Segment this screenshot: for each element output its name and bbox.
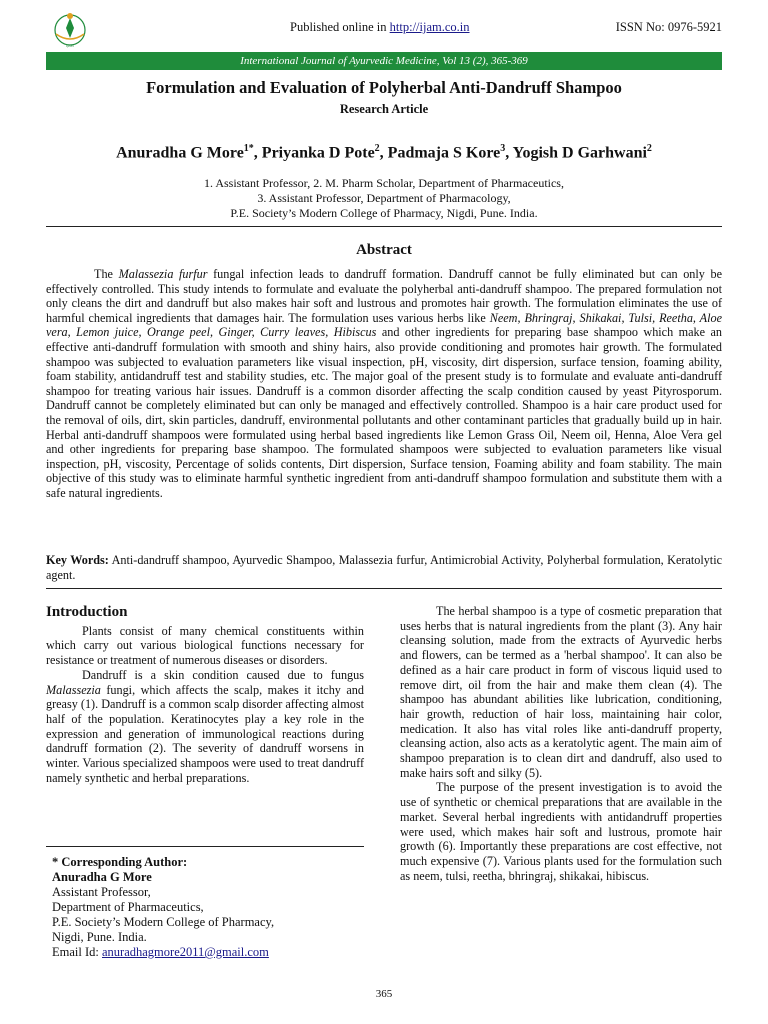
affiliation-line: 1. Assistant Professor, 2. M. Pharm Scholar, Department of Pharmaceutics,: [204, 176, 564, 190]
abstract-body: [46, 267, 722, 501]
corresponding-author-box: [46, 846, 364, 960]
paragraph-text: fungi, which affects the scalp, makes it itchy and greasy (1). Dandruff is a common scalp disorder affecting almost half of the population. Keratinocytes play a key role in the expression and generation of immunological reactions during dandruff formation (2). The severity of dandruff worsens in winter. Various specialized shampoos were used to treat dandruff namely synthetic and herbal preparations.: [46, 682, 364, 785]
article-type: Research Article: [339, 102, 429, 116]
corresponding-line: Assistant Professor,: [52, 885, 151, 899]
author-sup: 1*: [243, 143, 254, 154]
keywords-text: Anti-dandruff shampoo, Ayurvedic Shampoo, Malassezia furfur, Antimicrobial Activity, Polyherbal formulation, Keratolytic agent.: [46, 553, 722, 582]
divider: [46, 226, 722, 227]
corresponding-line: Nigdi, Pune. India.: [52, 930, 147, 944]
author-name: Padmaja S Kore: [387, 144, 501, 162]
paragraph: Plants consist of many chemical constituents within which carry out various biological functions necessary for resistance or treatment of numerous diseases or disorders.: [46, 623, 364, 668]
email-label: Email Id:: [52, 945, 102, 959]
corresponding-heading: * Corresponding Author:: [52, 855, 188, 869]
abstract-italic: Malassezia furfur: [118, 267, 208, 281]
keywords: [46, 553, 722, 582]
introduction-heading: Introduction: [46, 604, 128, 620]
left-column: [46, 605, 364, 785]
email-link[interactable]: anuradhagmore2011@gmail.com: [102, 945, 269, 959]
author-sup: 3: [500, 143, 506, 154]
keywords-label: Key Words:: [46, 553, 109, 567]
paragraph-text: Dandruff is a skin condition caused due to fungus: [82, 667, 364, 682]
journal-url-link[interactable]: http://ijam.co.in: [389, 20, 470, 34]
paragraph: The herbal shampoo is a type of cosmetic preparation that uses herbs that is natural ingredients from the plant (3). Any hair cleansing solution, made from the extracts of Ayurvedic herbs and flowers, can be termed as a 'herbal shampoo'. It can also be defined as a hair care product in form of viscous liquid used to remove dirt, oil from the hair and make them clean (4). The shampoo has abundant abilities like lubrication, conditioning, hair growth, reduction of hair loss, maintaining hair color, medication. It also has vital roles like anti-dandruff property, cleansing action, also acts as a keratolytic agent. The main aim of shampoo preparation is to clean dirt and dandruff, also used to make hairs soft and silky (5).: [400, 604, 722, 780]
article-title: Formulation and Evaluation of Polyherbal Anti-Dandruff Shampoo: [146, 78, 622, 97]
paragraph: [46, 668, 364, 786]
paragraph-italic: Malassezia: [46, 682, 101, 697]
corresponding-line: P.E. Society’s Modern College of Pharmacy,: [52, 915, 275, 929]
abstract-text: and other ingredients for preparing base shampoo which make an effective anti-dandruff formulation with smooth and shiny hairs, also provide conditioning and promotes hair growth. The formulated shampoo was subjected to evaluation parameters like visual inspection, pH, viscosity, dirt dispersion, surface tension, foaming ability, foam stability, antidandruff test and stability studies, etc. The major goal of the present study is to formulate and evaluate anti-dandruff shampoo for treating various hair issues. Dandruff is a common disorder affecting the scalp condition caused by yeast Pityrosporum. Dandruff cannot be completely eliminated but can only be managed and effectively controlled. Shampoo is a hair care product used for the removal of oils, dirt, skin particles, dandruff, environmental pollutants and other contaminant particles that gradually build up in hair. Herbal anti-dandruff shampoos were formulated using herbal based ingredients like Lemon Grass Oil, Neem oil, Henna, Aloe Vera gel and other ingredients for preparing base shampoo. The formulated shampoos were subjected to evaluation parameters like visual inspection, pH, viscosity, Percentage of solids contents, Dirt dispersion, Surface tension, Foaming ability and foam stability. The main objective of this study was to eliminate harmful synthetic ingredient from anti-dandruff shampoo formulation and substitute them with a safe natural ingredients.: [46, 325, 722, 500]
page-number: 365: [375, 988, 393, 1000]
affiliations: [0, 176, 768, 221]
author-name: Yogish D Garhwani: [512, 144, 647, 162]
published-label: Published online in: [290, 20, 390, 34]
author-name: Priyanka D Pote: [261, 144, 375, 162]
journal-banner: International Journal of Ayurvedic Medicine, Vol 13 (2), 365-369: [46, 52, 722, 70]
issn-number: ISSN No: 0976-5921: [615, 20, 722, 34]
corresponding-name: Anuradha G More: [52, 870, 152, 884]
abstract-italic: Neem, Bhringraj, Shikakai, Tulsi, Reetha, Aloe vera, Lemon juice, Orange peel, Ginger, Curry leaves, Hibiscus: [46, 310, 722, 340]
abstract-heading: Abstract: [356, 242, 412, 258]
journal-logo: [44, 10, 96, 48]
corresponding-email: [46, 945, 364, 960]
abstract-text: The: [94, 267, 119, 281]
corresponding-line: Department of Pharmaceutics,: [52, 900, 204, 914]
svg-text:IJAM: IJAM: [66, 44, 74, 48]
published-online: [290, 20, 470, 35]
author-sup: 2: [374, 143, 380, 154]
paragraph: The purpose of the present investigation is to avoid the use of synthetic or chemical preparations that are available in the market. Several herbal ingredients with antidandruff properties were used, which makes hair soft and lustrous, promote hair growth (6). Importantly these preparations are cost effective, not much expensive (7). Various plants used for the formulation such as neem, tulsi, reetha, bhringraj, shikakai, hibiscus.: [400, 780, 722, 883]
affiliation-line: P.E. Society’s Modern College of Pharmacy, Nigdi, Pune. India.: [230, 206, 538, 220]
abstract-text: fungal infection leads to dandruff formation. Dandruff cannot be fully eliminated but can only be effectively controlled. This study intends to formulate and evaluate the polyherbal anti-dandruff shampoo. The prepared formulation not only cleans the dirt and dandruff but also makes hair soft and lustrous and promotes hair growth. The formulation eliminates the use of harmful chemical ingredients that damages hair. The formulation uses various herbs like: [46, 267, 722, 325]
author-sup: 2: [646, 143, 652, 154]
affiliation-line: 3. Assistant Professor, Department of Pharmacology,: [257, 191, 511, 205]
right-column: [400, 604, 722, 883]
author-list: Anuradha G More$^{1*}$, Priyanka D Pote$^2$, Padmaja S Kore$^3$, Yogish D Garhwani$^2$: [116, 143, 652, 162]
divider: [46, 588, 722, 589]
author-name: Anuradha G More: [116, 144, 244, 162]
